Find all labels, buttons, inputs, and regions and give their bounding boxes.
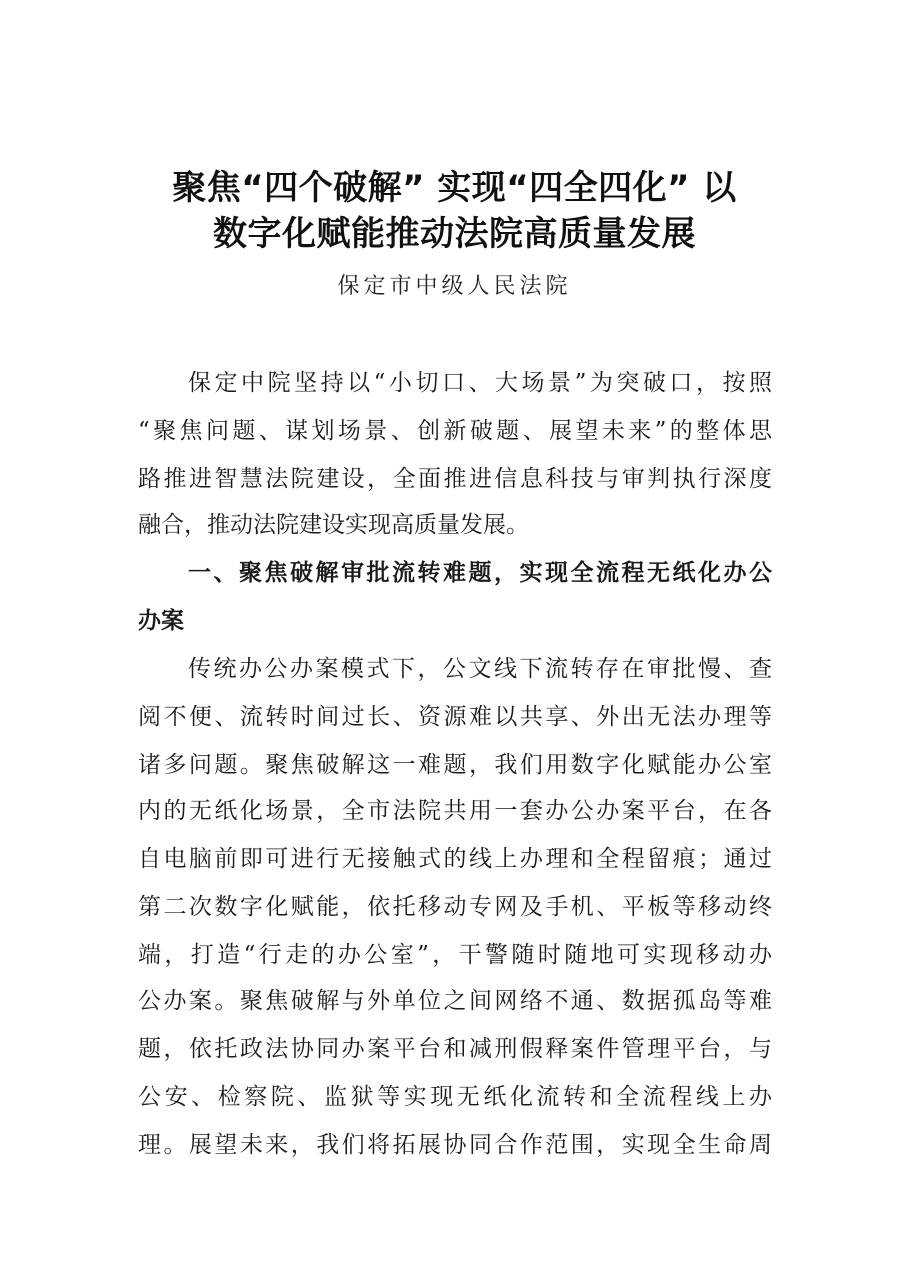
- body-line: 传统办公办案模式下，公文线下流转存在审批慢、查: [188, 656, 772, 682]
- body-line: 理。展望未来，我们将拓展协同合作范围，实现全生命周: [138, 1132, 772, 1158]
- title-line-1: 聚焦“四个破解” 实现“四全四化” 以: [172, 168, 737, 208]
- body-line: 题，依托政法协同办案平台和减刑假释案件管理平台，与: [138, 1036, 772, 1062]
- body-line: 诸多问题。聚焦破解这一难题，我们用数字化赋能办公室: [138, 752, 772, 778]
- body-line: 公安、检察院、监狱等实现无纸化流转和全流程线上办: [138, 1084, 772, 1110]
- body-line: 端，打造“行走的办公室”，干警随时随地可实现移动办: [138, 942, 772, 968]
- author: 保定市中级人民法院: [337, 274, 572, 299]
- body-line: 公办案。聚焦破解与外单位之间网络不通、数据孤岛等难: [138, 988, 772, 1014]
- intro-line: 保定中院坚持以“小切口、大场景”为突破口，按照: [188, 370, 772, 396]
- intro-line: 路推进智慧法院建设，全面推进信息科技与审判执行深度: [138, 466, 772, 492]
- intro-line: 融合，推动法院建设实现高质量发展。: [138, 512, 529, 538]
- body-line: 自电脑前即可进行无接触式的线上办理和全程留痕；通过: [138, 846, 772, 872]
- title-line-2: 数字化赋能推动法院高质量发展: [213, 214, 696, 254]
- body-line: 阅不便、流转时间过长、资源难以共享、外出无法办理等: [138, 704, 772, 730]
- section-heading: 办案: [138, 608, 184, 634]
- body-line: 第二次数字化赋能，依托移动专网及手机、平板等移动终: [138, 894, 772, 920]
- intro-line: “聚焦问题、谋划场景、创新破题、展望未来”的整体思: [138, 418, 772, 444]
- section-heading: 一、聚焦破解审批流转难题，实现全流程无纸化办公: [188, 560, 772, 586]
- body-line: 内的无纸化场景，全市法院共用一套办公办案平台，在各: [138, 798, 772, 824]
